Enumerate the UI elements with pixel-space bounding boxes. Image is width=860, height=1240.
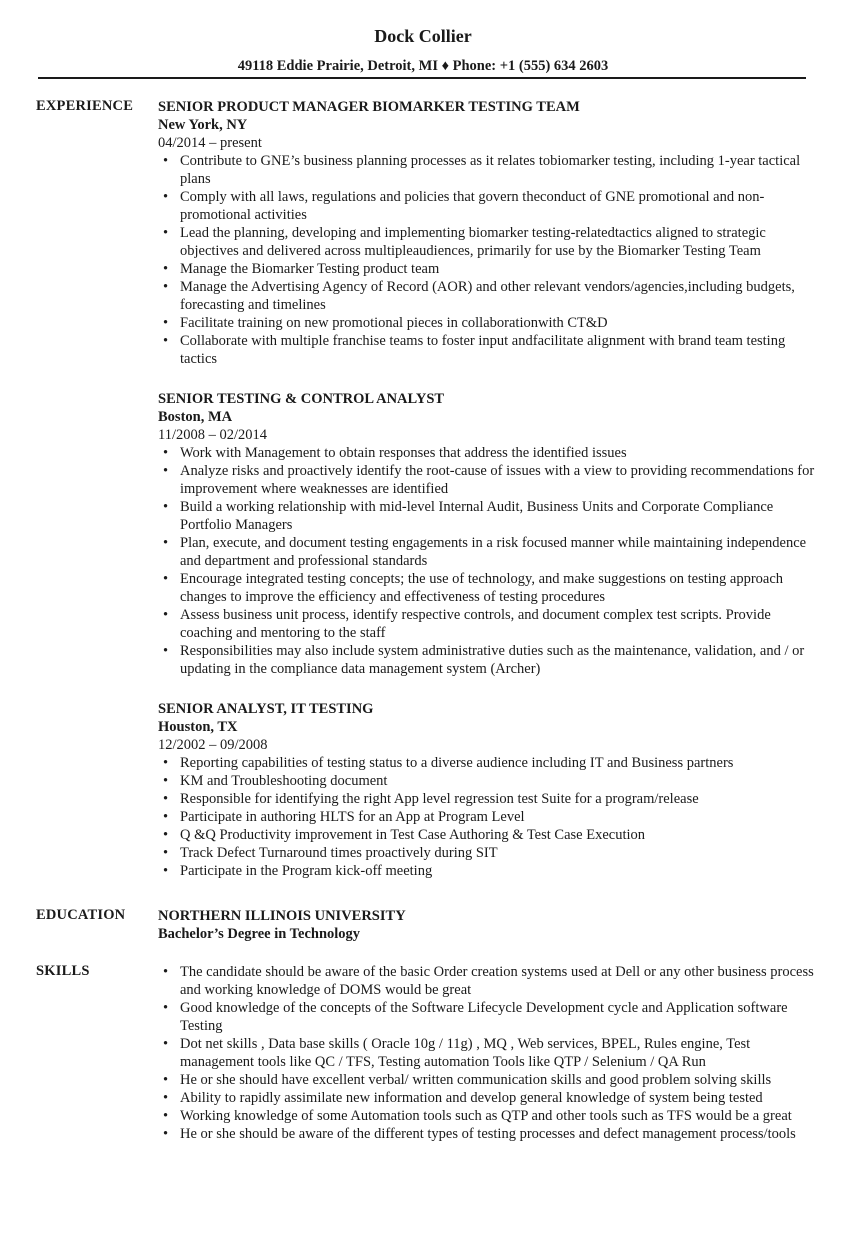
job-dates: 04/2014 – present [158,135,262,151]
list-item: • Analyze risks and proactively identify the root-cause of issues with a view to providing recommendations for improvement where weaknesses are identified [158,462,818,498]
education-heading: EDUCATION [36,907,126,923]
list-item: • KM and Troubleshooting document [158,772,818,790]
list-item: • The candidate should be aware of the basic Order creation systems used at Dell or any other business process and working knowledge of DOMS would be great [158,963,818,999]
job-bullets [158,754,818,880]
list-item: • Collaborate with multiple franchise teams to foster input andfacilitate alignment with brand team testing tactics [158,332,818,368]
list-item: • Manage the Advertising Agency of Record (AOR) and other relevant vendors/agencies,including budgets, forecasting and timelines [158,278,818,314]
list-item: • Good knowledge of the concepts of the Software Lifecycle Development cycle and Application software Testing [158,999,818,1035]
job-entry [158,700,818,880]
skills-heading: SKILLS [36,963,90,979]
job-location: New York, NY [158,117,248,133]
list-item: • Work with Management to obtain responses that address the identified issues [158,444,818,462]
job-entry [158,98,818,368]
job-dates: 11/2008 – 02/2014 [158,427,268,443]
list-item: • Lead the planning, developing and implementing biomarker testing-relatedtactics aligned to strategic objectives and delivered across multipleaudiences, primarily for use by the Biomarker Testing Team [158,224,818,260]
list-item: • Dot net skills , Data base skills ( Oracle 10g / 11g) , MQ , Web services, BPEL, Rules engine, Test management tools like QC / TFS, Testing automation Tools like QTP / Selenium / QA Run [158,1035,818,1071]
list-item: • Reporting capabilities of testing status to a diverse audience including IT and Business partners [158,754,818,772]
list-item: • Responsibilities may also include system administrative duties such as the maintenance, validation, and / or updating in the compliance data management system (Archer) [158,642,818,678]
school-name: NORTHERN ILLINOIS UNIVERSITY [158,908,406,924]
skills-list [158,963,818,1143]
experience-heading: EXPERIENCE [36,98,134,114]
job-bullets [158,444,818,678]
list-item: • Responsible for identifying the right App level regression test Suite for a program/release [158,790,818,808]
list-item: • Manage the Biomarker Testing product team [158,260,818,278]
list-item: • Contribute to GNE’s business planning processes as it relates tobiomarker testing, including 1-year tactical plans [158,152,818,188]
list-item: • Build a working relationship with mid-level Internal Audit, Business Units and Corporate Compliance Portfolio Managers [158,498,818,534]
list-item: • He or she should have excellent verbal/ written communication skills and good problem solving skills [158,1071,818,1089]
degree: Bachelor’s Degree in Technology [158,926,361,942]
list-item: • Working knowledge of some Automation tools such as QTP and other tools such as TFS would be a great [158,1107,818,1125]
list-item: • Comply with all laws, regulations and policies that govern theconduct of GNE promotional and non-promotional activities [158,188,818,224]
skills-section [158,963,818,1143]
list-item: • Facilitate training on new promotional pieces in collaborationwith CT&D [158,314,818,332]
contact-line: 49118 Eddie Prairie, Detroit, MI ♦ Phone: +1 (555) 634 2603 [237,58,609,74]
list-item: • Q &Q Productivity improvement in Test Case Authoring & Test Case Execution [158,826,818,844]
list-item: • Plan, execute, and document testing engagements in a risk focused manner while maintaining independence and department and professional standards [158,534,818,570]
list-item: • He or she should be aware of the different types of testing processes and defect management process/tools [158,1125,818,1143]
job-location: Boston, MA [158,409,233,425]
job-title: SENIOR PRODUCT MANAGER BIOMARKER TESTING TEAM [158,99,580,115]
job-title: SENIOR TESTING & CONTROL ANALYST [158,391,445,407]
job-entry [158,390,818,678]
list-item: • Assess business unit process, identify respective controls, and document complex test scripts. Provide coaching and mentoring to the staff [158,606,818,642]
job-dates: 12/2002 – 09/2008 [158,737,268,753]
list-item: • Participate in authoring HLTS for an App at Program Level [158,808,818,826]
job-bullets [158,152,818,368]
job-title: SENIOR ANALYST, IT TESTING [158,701,374,717]
job-location: Houston, TX [158,719,238,735]
header-divider [38,77,806,79]
list-item: • Track Defect Turnaround times proactively during SIT [158,844,818,862]
education-section [158,907,818,943]
list-item: • Ability to rapidly assimilate new information and develop general knowledge of system being tested [158,1089,818,1107]
list-item: • Participate in the Program kick-off meeting [158,862,818,880]
candidate-name: Dock Collier [374,26,472,46]
list-item: • Encourage integrated testing concepts; the use of technology, and make suggestions on testing approach changes to improve the efficiency and effectiveness of testing procedures [158,570,818,606]
